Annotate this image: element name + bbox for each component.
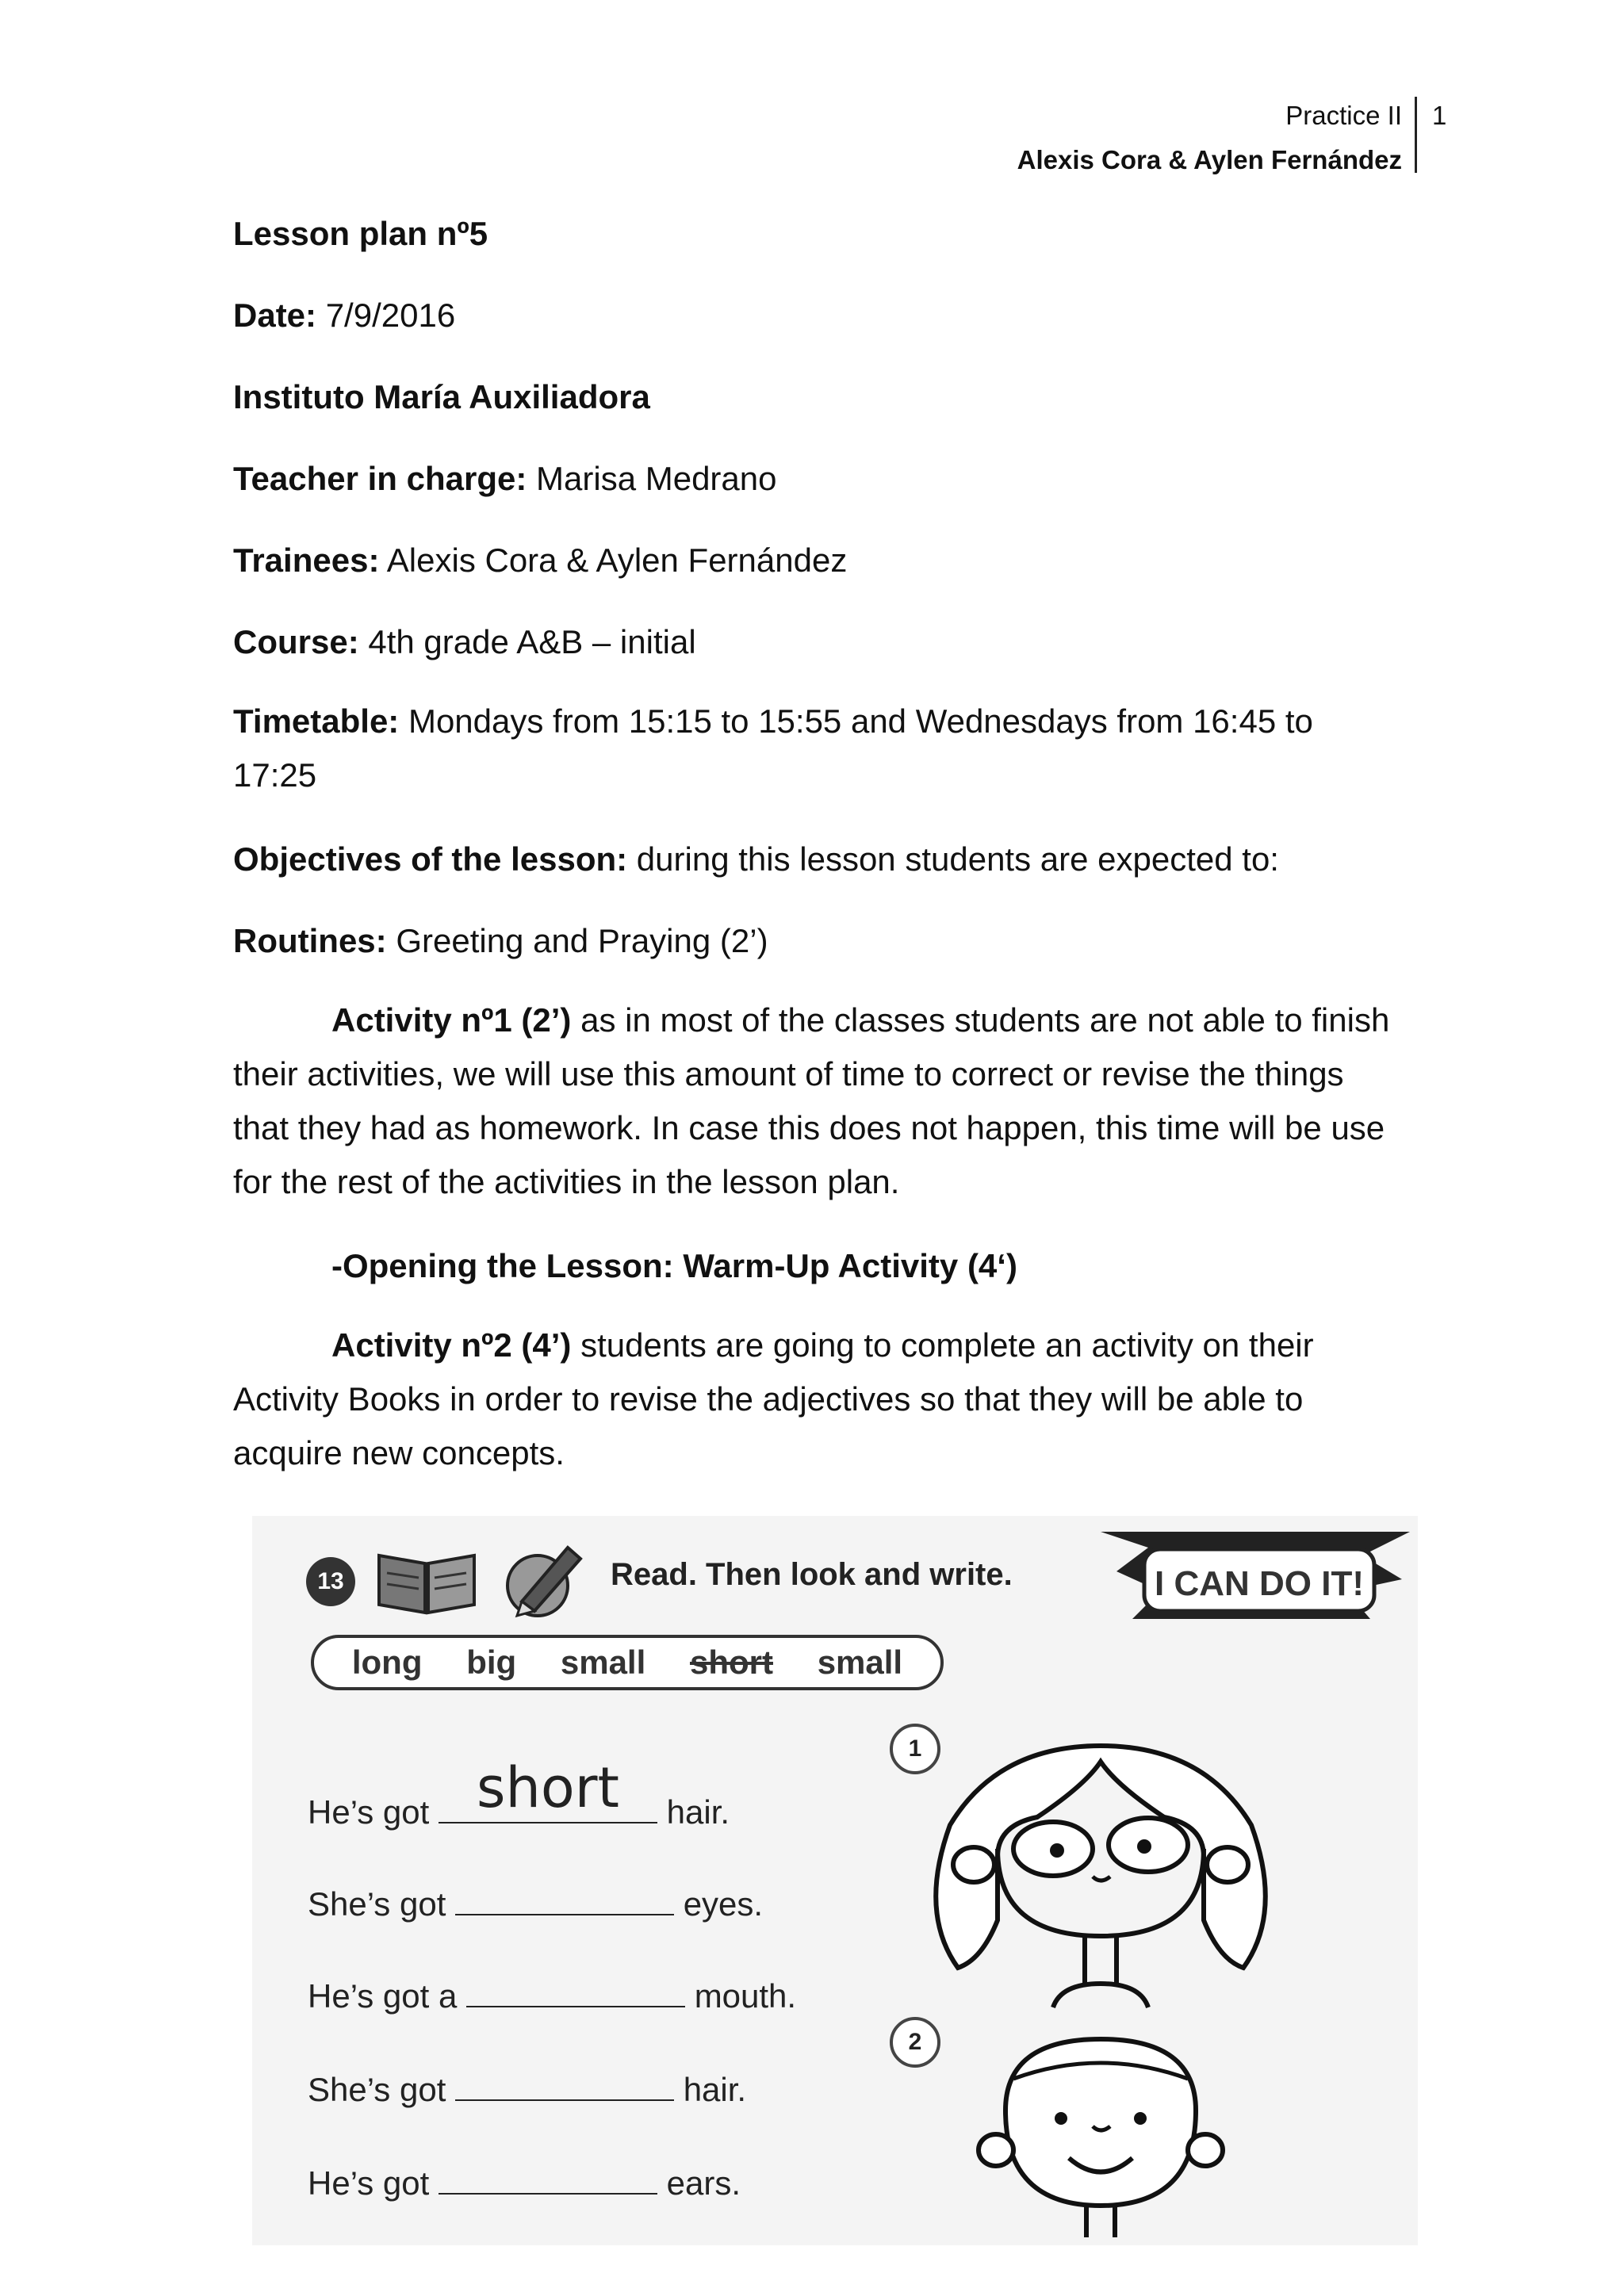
activity1-paragraph: Activity nº1 (2’) as in most of the classes students are not able to finish their activities, we will use this amount of time to correct or revise the things that they had as homework. In case this does not happen, this time will be use for the rest of the activities in the lesson plan. xyxy=(233,1001,1390,1200)
boy-face-illustration xyxy=(902,2015,1299,2245)
answer-blank xyxy=(439,1755,657,1823)
sentence-3: He’s got a mouth. xyxy=(308,1969,796,2015)
routines-line: Routines: Greeting and Praying (2’) xyxy=(233,922,768,959)
lesson-title: Lesson plan nº5 xyxy=(233,215,488,252)
sentence-5: He’s got ears. xyxy=(308,2156,741,2202)
trainees-line: Trainees: Alexis Cora & Aylen Fernández xyxy=(233,541,848,579)
book-icon xyxy=(371,1540,482,1619)
course-line: Course: 4th grade A&B – initial xyxy=(233,623,696,660)
header-authors: Alexis Cora & Aylen Fernández xyxy=(1017,145,1402,174)
sentence-4: She’s got hair. xyxy=(308,2063,746,2109)
exercise-instruction: Read. Then look and write. xyxy=(611,1557,1013,1592)
word-bank-item: small xyxy=(817,1644,903,1681)
page-number: 1 xyxy=(1432,101,1447,130)
girl-face-illustration xyxy=(902,1714,1299,2015)
picture-label-1: 1 xyxy=(890,1724,940,1774)
header-title: Practice II xyxy=(1285,101,1402,130)
word-bank-item-crossed: short xyxy=(689,1644,773,1681)
teacher-line: Teacher in charge: Marisa Medrano xyxy=(233,460,777,497)
badge-text: I CAN DO IT! xyxy=(1155,1564,1364,1603)
word-bank-item: small xyxy=(560,1644,646,1681)
timetable-line: Timetable: Mondays from 15:15 to 15:55 and Wednesdays from 16:45 to 17:25 xyxy=(233,702,1313,794)
pencil-icon xyxy=(498,1540,593,1619)
word-bank-item: long xyxy=(351,1644,423,1681)
answer-blank xyxy=(455,1877,674,1915)
answer-blank xyxy=(455,2063,674,2101)
activity2-paragraph: Activity nº2 (4’) students are going to complete an activity on their Activity Books in order to revise the adjectives so that they will be able to acquire new concepts. xyxy=(233,1326,1314,1471)
workbook-exercise-image xyxy=(252,1516,1418,2245)
word-bank xyxy=(311,1635,944,1690)
answer-blank xyxy=(439,2156,657,2195)
picture-label-2: 2 xyxy=(890,2017,940,2068)
opening-heading: -Opening the Lesson: Warm-Up Activity (4‘) xyxy=(331,1247,1017,1284)
lesson-plan-body xyxy=(233,205,1399,1508)
exercise-number: 13 xyxy=(306,1557,355,1606)
i-can-do-it-badge xyxy=(1085,1516,1418,1627)
sentence-1: He’s got short hair. xyxy=(308,1755,730,1831)
answer-blank xyxy=(466,1969,685,2007)
word-bank-item: big xyxy=(466,1644,517,1681)
institute-line: Instituto María Auxiliadora xyxy=(233,378,650,415)
header-divider xyxy=(1415,97,1417,173)
page-header xyxy=(1017,94,1402,182)
sentence-2: She’s got eyes. xyxy=(308,1877,763,1923)
handwritten-answer: short xyxy=(477,1755,619,1820)
date-line: Date: 7/9/2016 xyxy=(233,297,456,334)
objectives-line: Objectives of the lesson: during this lesson students are expected to: xyxy=(233,840,1279,878)
